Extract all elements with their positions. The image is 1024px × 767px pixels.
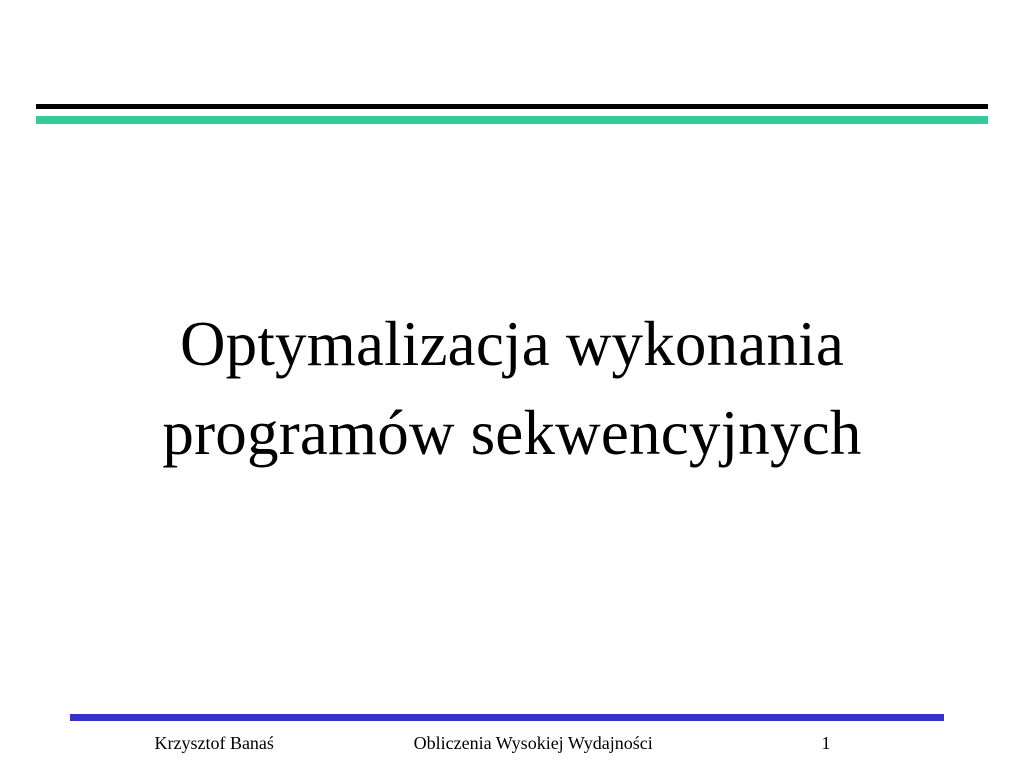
- footer-blue-divider: [70, 714, 944, 721]
- title-line-1: Optymalizacja wykonania: [179, 309, 845, 379]
- footer-course: Obliczenia Wysokiej Wydajności: [413, 732, 653, 753]
- title-line-2: programów sekwencyjnych: [162, 398, 862, 469]
- page-title: [60, 300, 964, 479]
- top-green-divider: [36, 116, 988, 124]
- slide-footer: [70, 728, 944, 758]
- top-black-divider: [36, 104, 988, 109]
- footer-author: Krzysztof Banaś: [154, 732, 274, 753]
- footer-page-number: 1: [821, 732, 831, 753]
